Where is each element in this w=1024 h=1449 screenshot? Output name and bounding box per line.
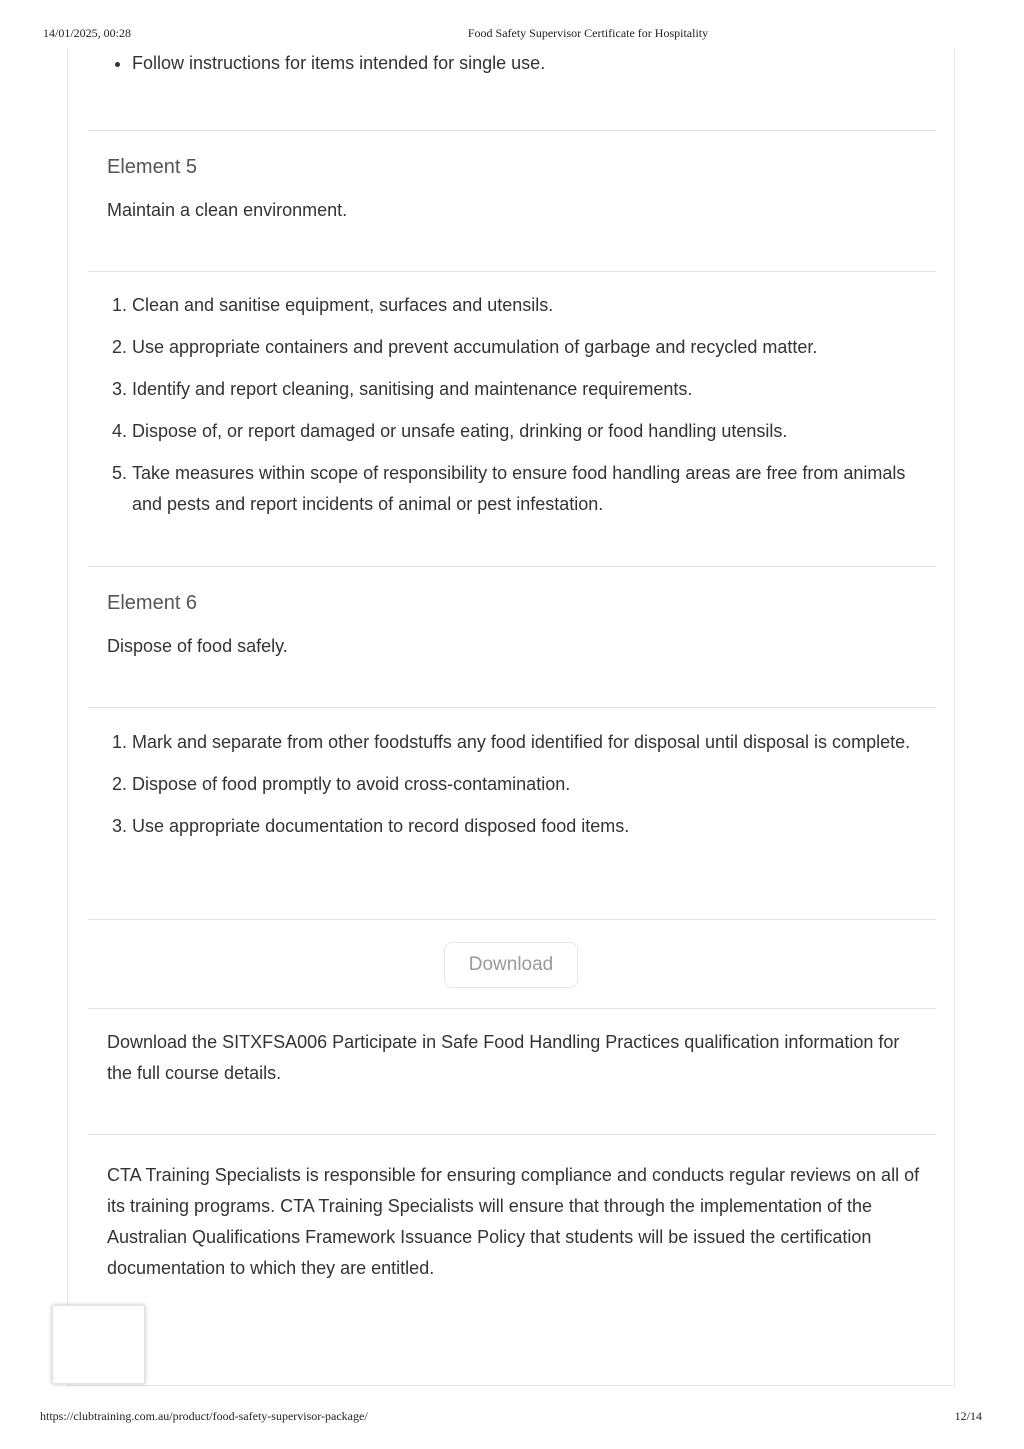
- element-6-list: [107, 727, 927, 853]
- intro-list: [107, 48, 927, 90]
- page-number: 12/14: [954, 1409, 982, 1423]
- print-title: Food Safety Supervisor Certificate for Hospitality: [467, 26, 709, 40]
- divider: [88, 1008, 936, 1009]
- element-5-list: [107, 290, 927, 531]
- divider: [88, 919, 936, 920]
- list-item: 1. Mark and separate from other foodstuffs any food identified for disposal until disposal is complete.: [132, 727, 927, 758]
- element-5-title: Element 5: [107, 156, 198, 178]
- element-6-header: [107, 589, 927, 662]
- divider: [88, 1134, 936, 1135]
- download-text: Download the SITXFSA006 Participate in Safe Food Handling Practices qualification information for the full course details.: [107, 1032, 900, 1083]
- element-6-title: Element 6: [107, 592, 198, 614]
- divider: [88, 707, 936, 708]
- download-button[interactable]: Download: [444, 942, 578, 988]
- divider: [88, 130, 936, 131]
- list-item: 2. Dispose of food promptly to avoid cross-contamination.: [132, 769, 927, 800]
- element-6-description: Dispose of food safely.: [107, 636, 288, 656]
- print-url: https://clubtraining.com.au/product/food-safety-supervisor-package/: [40, 1409, 368, 1423]
- list-item: • Follow instructions for items intended for single use.: [132, 48, 927, 79]
- compliance-text: CTA Training Specialists is responsible for ensuring compliance and conducts regular reviews on all of its training programs. CTA Training Specialists will ensure that through the implementation of the Australian Qualifications Framework Issuance Policy that students will be issued the certification documentation to which they are entitled.: [107, 1165, 920, 1278]
- recaptcha-badge[interactable]: [52, 1305, 145, 1384]
- list-item: 5. Take measures within scope of responsibility to ensure food handling areas are free from animals and pests and report incidents of animal or pest infestation.: [132, 458, 927, 520]
- divider: [88, 566, 936, 567]
- print-footer: [0, 1409, 1024, 1427]
- divider: [88, 271, 936, 272]
- element-5-description: Maintain a clean environment.: [107, 200, 348, 220]
- list-item: 4. Dispose of, or report damaged or unsafe eating, drinking or food handling utensils.: [132, 416, 927, 447]
- list-item: 1. Clean and sanitise equipment, surfaces and utensils.: [132, 290, 927, 321]
- print-datetime: 14/01/2025, 00:28: [43, 26, 132, 40]
- list-item: 2. Use appropriate containers and prevent accumulation of garbage and recycled matter.: [132, 332, 927, 363]
- print-header: [0, 26, 1024, 44]
- list-item: 3. Identify and report cleaning, sanitising and maintenance requirements.: [132, 374, 927, 405]
- element-5-header: [107, 153, 927, 226]
- list-item: 3. Use appropriate documentation to record disposed food items.: [132, 811, 927, 842]
